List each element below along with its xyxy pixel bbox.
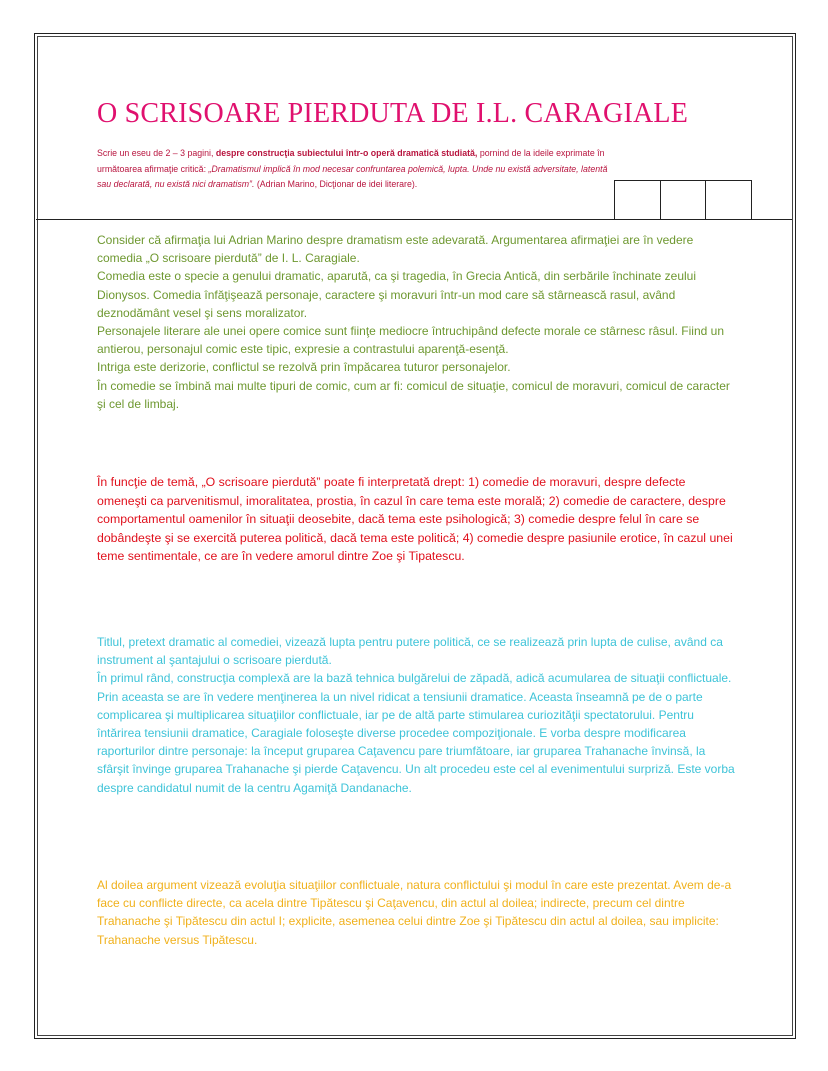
- prompt-quote: „Dramatismul implică în mod necesar confruntarea polemică, lupta. Unde nu există adversitate, latentă sau declarată, nu există nici dramatism”.: [97, 163, 608, 189]
- essay-prompt: [97, 146, 622, 193]
- grade-box: [614, 180, 752, 220]
- text-line: În comedie se îmbină mai multe tipuri de comic, cum ar fi: comicul de situaţie, comicul de moravuri, comicul de caracter şi cel de limbaj.: [97, 378, 730, 411]
- text-line: Consider că afirmaţia lui Adrian Marino despre dramatism este adevarată. Argumentarea afirmaţiei are în vedere comedia „O scrisoare pierdută” de I. L. Caragiale.: [97, 233, 694, 266]
- prompt-source: (Adrian Marino, Dicţionar de idei literare).: [254, 179, 418, 189]
- text-line: În funcţie de temă, „O scrisoare pierdută” poate fi interpretată drept: 1) comedie de moravuri, despre defecte omeneşti ca parvenitismul, imoralitatea, prostia, în cazul în care tema este morală; 2) comedie de caractere, despre comportamentul oamenilor în situaţii deosebite, dacă tema este psihologică; 3) comedie despre felul în care se dobândeşte şi se exercită puterea politică, dacă tema este politică; 4) comedie despre pasiunile erotice, în cazul unei teme sentimentale, ce are în vedere amorul dintre Zoe şi Tipatescu.: [97, 475, 733, 564]
- first-argument-paragraph: [97, 633, 737, 797]
- grade-cell: [705, 181, 751, 219]
- prompt-bold: despre construcţia subiectului într-o operă dramatică studiată,: [215, 148, 478, 158]
- prompt-intro: Scrie un eseu de 2 – 3 pagini,: [97, 148, 216, 158]
- second-argument-paragraph: [97, 876, 737, 949]
- header-divider: [36, 219, 792, 220]
- text-line: Intriga este derizorie, conflictul se rezolvă prin împăcarea tuturor personajelor.: [97, 360, 511, 375]
- theme-paragraph: [97, 473, 737, 566]
- text-line: Titlul, pretext dramatic al comediei, vizează lupta pentru putere politică, ce se realizează prin lupta de culise, având ca instrument al şantajului o scrisoare pierdută.: [97, 635, 723, 668]
- page-title: O SCRISOARE PIERDUTA DE I.L. CARAGIALE: [97, 98, 689, 129]
- grade-cell: [615, 181, 660, 219]
- text-line: Personajele literare ale unei opere comice sunt fiinţe mediocre întruchipând defecte morale ce stârnesc râsul. Fiind un antierou, personajul comic este tipic, expresie a contrastului aparenţă-esenţă.: [97, 324, 724, 357]
- text-line: În primul rând, construcţia complexă are la bază tehnica bulgărelui de zăpadă, adică acumularea de situaţii conflictuale. Prin aceasta se are în vedere menţinerea la un nivel ridicat a tensiunii dramatice. Aceasta înseamnă pe de o parte complicarea şi multiplicarea situaţiilor conflictuale, iar pe de altă parte stimularea curiozităţii spectatorului. Pentru întărirea tensiunii dramatice, Caragiale foloseşte diverse procedee compoziţionale. E vorba despre modificarea raporturilor dintre personaje: la început gruparea Caţavencu pare triumfătoare, iar gruparea Trahanache învinsă, la sfârşit învinge gruparea Trahanache şi pierde Caţavencu. Un alt procedeu este cel al evenimentului surpriză. Este vorba despre candidatul numit de la centru Agamiţă Dandanache.: [97, 671, 735, 795]
- intro-paragraph: [97, 231, 737, 413]
- text-line: Al doilea argument vizează evoluţia situaţiilor conflictuale, natura conflictului şi modul în care este prezentat. Avem de-a face cu conflicte directe, ca acela dintre Tipătescu şi Caţavencu, din actul al doilea; indirecte, precum cel dintre Trahanache şi Tipătescu din actul I; explicite, asemenea celui dintre Zoe şi Tipătescu din actul al doilea, sau implicite: Trahanache versus Tipătescu.: [97, 878, 732, 947]
- text-line: Comedia este o specie a genului dramatic, aparută, ca şi tragedia, în Grecia Antică, din serbările închinate zeului Dionysos. Comedia înfăţişează personaje, caractere şi moravuri într-un mod care să stârnească rasul, având deznodământ vesel şi sens moralizator.: [97, 269, 697, 320]
- prompt-middle: pornind de la ideile exprimate în următoarea afirmaţie critică:: [97, 148, 605, 174]
- grade-cell: [660, 181, 706, 219]
